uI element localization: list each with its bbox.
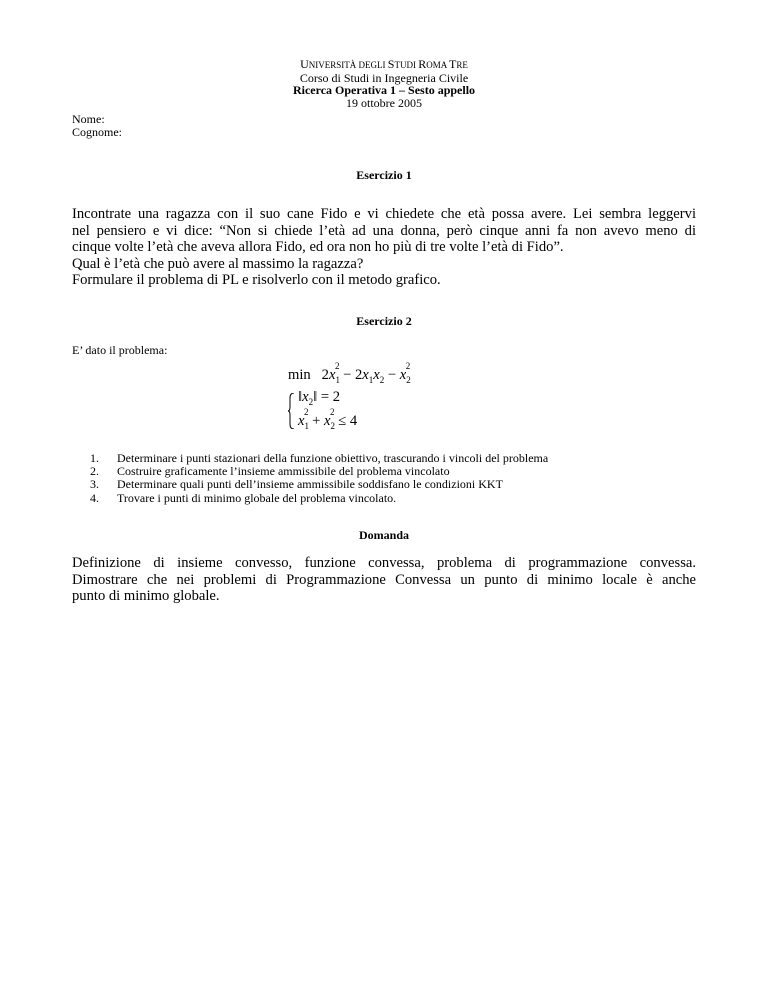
question-title: Domanda bbox=[358, 528, 409, 542]
exercise1-text bbox=[72, 206, 696, 289]
exercise1-line: Incontrate una ragazza con il suo cane Fido e vi chiedete che età possa avere. Lei sembra leggervi bbox=[72, 206, 696, 222]
task-item: 3. Determinare quali punti dell’insieme ammissibile soddisfano le condizioni KKT bbox=[90, 477, 503, 492]
exercise1-title: Esercizio 1 bbox=[356, 168, 412, 182]
exam-date: 19 ottobre 2005 bbox=[346, 95, 422, 110]
task-item: 1. Determinare i punti stazionari della funzione obiettivo, trascurando i vincoli del problema bbox=[90, 451, 549, 465]
course-name: Corso di Studi in Ingegneria Civile bbox=[299, 70, 469, 85]
constraint-circle: $x_1^2 + x_2^2 \le 4$ bbox=[298, 407, 358, 431]
constraint-norm: $‖x_2‖ = 2$ bbox=[298, 389, 341, 407]
surname-label: Cognome: bbox=[72, 125, 122, 139]
question-line: Dimostrare che nei problemi di Programmazione Convessa un punto di minimo locale è anche bbox=[72, 571, 696, 588]
exercise2-intro: E’ dato il problema: bbox=[72, 343, 168, 357]
constraint-brace bbox=[288, 393, 295, 429]
objective-function: min $2x_1^2 - 2x_1x_2 - x_2^2$ bbox=[288, 361, 411, 385]
exercise1-line: Qual è l’età che può avere al massimo la ragazza? bbox=[72, 255, 364, 272]
task-item: 4. Trovare i punti di minimo globale del problema vincolato. bbox=[90, 490, 397, 505]
question-line: Definizione di insieme convesso, funzione convessa, problema di programmazione convessa. bbox=[72, 555, 696, 571]
exercise1-line: Formulare il problema di PL e risolverlo con il metodo grafico. bbox=[72, 272, 441, 289]
name-label: Nome: bbox=[72, 112, 105, 126]
exam-header bbox=[0, 58, 768, 109]
question-text bbox=[72, 555, 696, 605]
exam-title: Ricerca Operativa 1 – Sesto appello bbox=[292, 83, 476, 97]
university-name: UNIVERSITÀ DEGLI STUDI ROMA TRE bbox=[300, 57, 468, 71]
exercise1-line: cinque volte l’età che aveva allora Fido, ed ora non ho più di tre volte l’età di Fido”. bbox=[72, 239, 564, 256]
exercise2-tasks bbox=[72, 452, 548, 505]
task-item: 2. Costruire graficamente l’insieme ammissibile del problema vincolato bbox=[90, 464, 450, 479]
exercise1-line: nel pensiero e vi dice: “Non si chiede l’età ad una donna, però cinque anni fa non avevo meno di bbox=[72, 222, 696, 239]
student-fields bbox=[72, 113, 122, 139]
exercise2-title: Esercizio 2 bbox=[356, 314, 412, 328]
question-line: punto di minimo globale. bbox=[72, 588, 220, 605]
